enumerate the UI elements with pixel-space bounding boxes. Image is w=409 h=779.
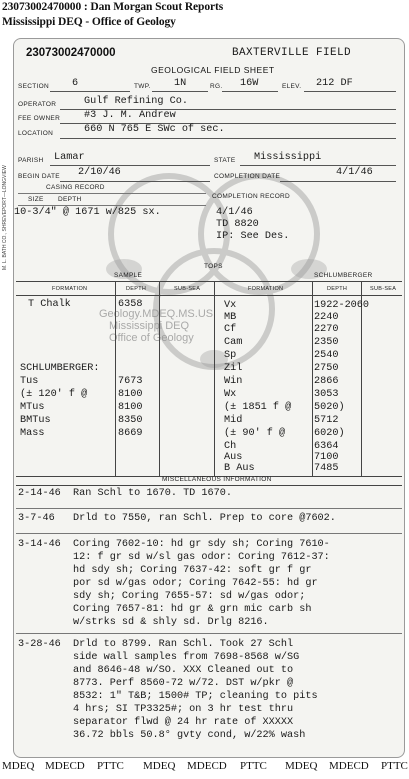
operator-label: OPERATOR <box>18 101 57 108</box>
rg-value: 16W <box>240 78 259 89</box>
schl-left-formation-2: (± 120' f @ <box>20 389 88 400</box>
twp-value: 1N <box>174 78 187 89</box>
completion-line-2: TD 8820 <box>216 219 259 230</box>
casing-value: 10-3/4" @ 1671 w/825 sx. <box>14 207 161 218</box>
schl-right-depth-9: 5020) <box>314 402 345 413</box>
rg-label: RG. <box>210 83 223 90</box>
schl-right-formation-7: Win <box>224 376 243 387</box>
footer-item-1: MDEQ <box>2 760 35 772</box>
misc-line-4: 12: f gr sd w/sl gas odor: Coring 7612-37: <box>18 552 330 563</box>
schl-left-formation-4: BMTus <box>20 415 51 426</box>
geological-field-sheet <box>13 38 405 758</box>
parish-value: Lamar <box>54 152 85 163</box>
location-value: 660 N 765 E SWc of sec. <box>84 124 225 135</box>
schl-left-depth-4: 8350 <box>118 415 143 426</box>
sheet-title: GEOLOGICAL FIELD SHEET <box>151 65 275 75</box>
schl-right-depth-8: 3053 <box>314 389 339 400</box>
twp-label: TWP. <box>134 83 151 90</box>
report-title: 23073002470000 : Dan Morgan Scout Reports <box>2 1 224 13</box>
misc-line-17: 36.72 bbls 50.8° gvty cond, w/22% wash <box>18 730 306 741</box>
field-name: BAXTERVILLE FIELD <box>232 47 352 59</box>
schl-right-formation-9: (± 1851 f @ <box>224 402 292 413</box>
misc-line-16: separator flwd @ 24 hr rate of XXXXX <box>18 717 294 728</box>
sample-depth: 6358 <box>118 299 143 310</box>
schl-left-heading: SCHLUMBERGER: <box>20 363 100 374</box>
elev-value: 212 DF <box>316 78 353 89</box>
depth-header-right: DEPTH <box>327 286 348 292</box>
begin-date-value: 2/10/46 <box>78 167 121 178</box>
schl-right-formation-2: MB <box>224 312 237 323</box>
schl-right-formation-11: (± 90' f @ <box>224 428 286 439</box>
misc-line-3: 3-14-46 Coring 7602-10: hd gr sdy sh; Coring 7610- <box>18 539 330 550</box>
api-number: 23073002470000 <box>26 47 116 59</box>
section-value: 6 <box>72 78 79 89</box>
schl-right-formation-1: Vx <box>224 300 237 311</box>
depth-header-left: DEPTH <box>126 286 147 292</box>
misc-line-15: 4 hrs; SI TP3325#; on 3 hr test thru <box>18 704 294 715</box>
watermark-line-3: Office of Geology <box>109 332 194 344</box>
watermark-line-2: Mississippi DEQ <box>109 320 190 332</box>
printer-imprint: M. L. BATH CO., SHREVEPORT—LONGVIEW <box>2 165 8 270</box>
elev-label: ELEV. <box>282 83 302 90</box>
misc-line-2: 3-7-46 Drld to 7550, ran Schl. Prep to core @7602. <box>18 513 336 524</box>
schl-left-formation-5: Mass <box>20 428 45 439</box>
schl-right-formation-4: Cam <box>224 337 243 348</box>
schl-right-depth-14: 7485 <box>314 463 339 474</box>
footer-item-5: MDECD <box>187 760 227 772</box>
misc-line-8: Coring 7657-81: hd gr & grn mic carb sh <box>18 604 312 615</box>
state-label: STATE <box>214 157 236 164</box>
subsea-header-right: SUB-SEA <box>370 286 397 292</box>
misc-line-1: 2-14-46 Ran Schl to 1670. TD 1670. <box>18 488 232 499</box>
state-value: Mississippi <box>254 152 322 163</box>
schl-right-depth-13: 7100 <box>314 452 339 463</box>
schl-right-depth-11: 6020) <box>314 428 345 439</box>
schl-right-formation-8: Wx <box>224 389 237 400</box>
operator-value: Gulf Refining Co. <box>84 96 188 107</box>
misc-line-13: 8773. Perf 8560-72 w/72. DST w/pkr @ <box>18 678 294 689</box>
schl-right-depth-12: 6364 <box>314 441 339 452</box>
misc-line-14: 8532: 1" T&B; 1500# TP; cleaning to pits <box>18 691 318 702</box>
completion-record-label: COMPLETION RECORD <box>212 193 291 200</box>
schl-right-formation-12: Ch <box>224 441 237 452</box>
misc-line-9: w/strks sd & shly sd. Drlg 8216. <box>18 617 269 628</box>
misc-info-label: MISCELLANEOUS INFORMATION <box>162 476 272 483</box>
section-label: SECTION <box>18 83 49 90</box>
schl-right-formation-5: Sp <box>224 350 237 361</box>
completion-date-value: 4/1/46 <box>336 167 373 178</box>
parish-label: PARISH <box>18 157 44 164</box>
completion-line-3: IP: See Des. <box>216 231 290 242</box>
completion-line-1: 4/1/46 <box>216 207 253 218</box>
misc-line-10: 3-28-46 Drld to 8799. Ran Schl. Took 27 Schl <box>18 639 294 650</box>
casing-record-label: CASING RECORD <box>46 184 105 191</box>
begin-date-label: BEGIN DATE <box>18 173 60 180</box>
schl-right-depth-7: 2866 <box>314 376 339 387</box>
schl-left-depth-2: 8100 <box>118 389 143 400</box>
formation-header-right: FORMATION <box>248 286 284 292</box>
sample-formation: T Chalk <box>28 299 71 310</box>
location-label: LOCATION <box>18 130 54 137</box>
footer-item-7: MDEQ <box>285 760 318 772</box>
schl-right-formation-3: Cf <box>224 324 237 335</box>
subsea-header-left: SUB-SEA <box>174 286 201 292</box>
footer-item-3: PTTC <box>97 760 124 772</box>
schl-right-formation-13: Aus <box>224 452 243 463</box>
footer <box>0 760 409 776</box>
footer-item-2: MDECD <box>45 760 85 772</box>
footer-item-4: MDEQ <box>143 760 176 772</box>
schlumberger-label: SCHLUMBERGER <box>314 272 373 279</box>
schl-left-depth-5: 8669 <box>118 428 143 439</box>
schl-left-formation-1: Tus <box>20 376 39 387</box>
casing-depth-label: DEPTH <box>58 196 82 203</box>
footer-item-9: PTTC <box>381 760 408 772</box>
schl-right-formation-6: Zil <box>224 363 243 374</box>
formation-header-left: FORMATION <box>52 286 88 292</box>
footer-item-6: PTTC <box>240 760 267 772</box>
schl-right-depth-5: 2540 <box>314 350 339 361</box>
schl-right-depth-1: 1922-2060 <box>314 300 370 311</box>
watermark-line-1: Geology.MDEQ.MS.US <box>99 308 214 320</box>
sample-label: SAMPLE <box>114 272 143 279</box>
misc-line-5: hd sdy sh; Coring 7637-42: soft gr f gr <box>18 565 312 576</box>
misc-line-12: and 8646-48 w/SO. XXX Cleaned out to <box>18 665 294 676</box>
fee-owner-label: FEE OWNER <box>18 115 61 122</box>
schl-right-depth-10: 5712 <box>314 415 339 426</box>
schl-right-depth-6: 2750 <box>314 363 339 374</box>
schl-right-depth-4: 2350 <box>314 337 339 348</box>
schl-right-formation-14: B Aus <box>224 463 255 474</box>
schl-left-depth-3: 8100 <box>118 402 143 413</box>
footer-item-8: MDECD <box>329 760 369 772</box>
schl-right-depth-3: 2270 <box>314 324 339 335</box>
misc-line-6: por sd w/gas odor; Coring 7642-55: hd gr <box>18 578 318 589</box>
misc-line-11: side wall samples from 7698-8568 w/SG <box>18 652 300 663</box>
fee-owner-value: #3 J. M. Andrew <box>84 110 176 121</box>
size-label: SIZE <box>28 196 44 203</box>
schl-left-formation-3: MTus <box>20 402 45 413</box>
schl-right-formation-10: Mid <box>224 415 243 426</box>
schl-right-depth-2: 2240 <box>314 312 339 323</box>
agency-title: Mississippi DEQ - Office of Geology <box>2 16 176 28</box>
completion-date-label: COMPLETION DATE <box>214 173 281 180</box>
misc-line-7: sdy sh; Coring 7655-57: sd w/gas odor; <box>18 591 306 602</box>
tops-label: TOPS <box>204 263 223 270</box>
schl-left-depth-1: 7673 <box>118 376 143 387</box>
